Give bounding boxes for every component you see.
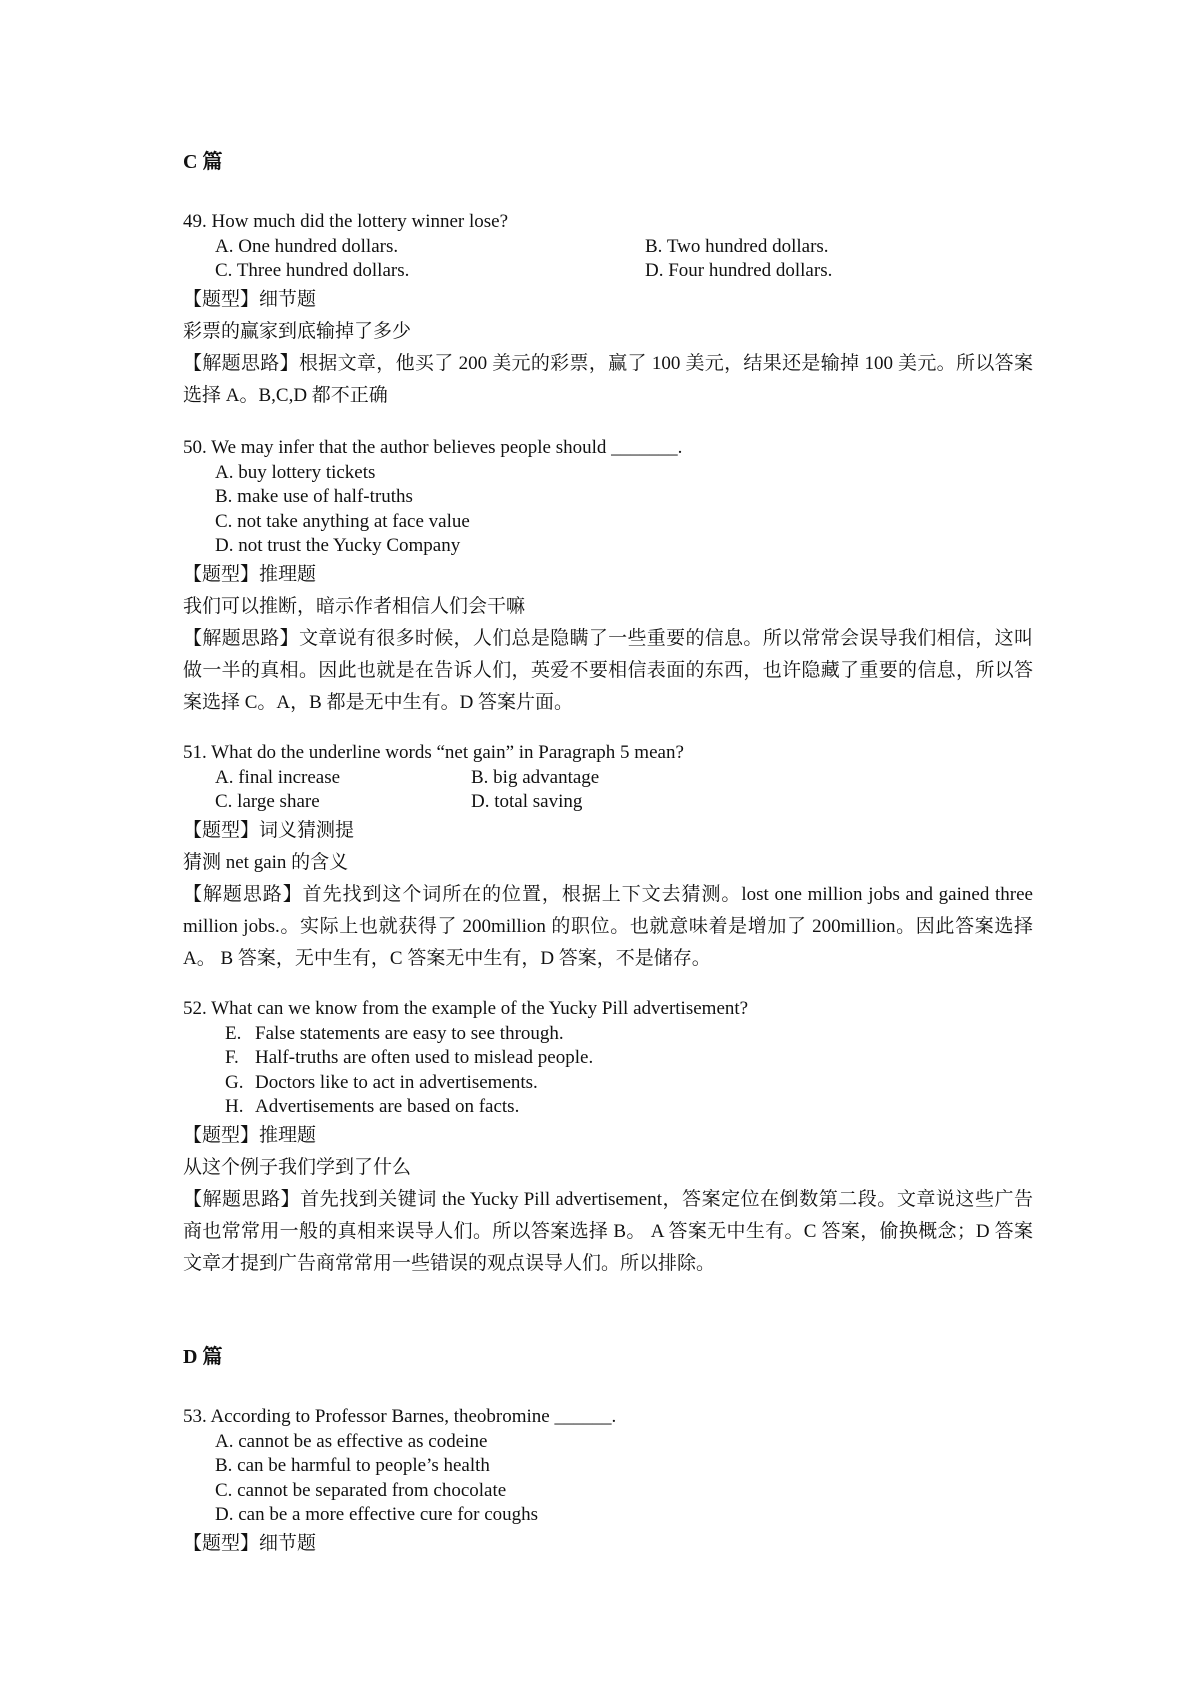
option-text: Doctors like to act in advertisements.	[255, 1071, 538, 1093]
question-gist: 我们可以推断，暗示作者相信人们会干嘛	[183, 595, 526, 617]
option-letter: F.	[225, 1047, 239, 1068]
question-gist: 从这个例子我们学到了什么	[183, 1156, 412, 1178]
answer-analysis: 【解题思路】文章说有很多时候，人们总是隐瞒了一些重要的信息。所以常常会误导我们相信，这叫做一半的真相。因此也就是在告诉人们，英爱不要相信表面的东西，也许隐藏了重要的信息，所以答案选择 C。A，B 都是无中生有。D 答案片面。	[183, 627, 1033, 713]
option-f	[183, 1046, 1033, 1071]
question-type: 【题型】词义猜测提	[183, 819, 355, 841]
options	[183, 461, 1033, 559]
option-a: A. final increase	[215, 766, 341, 788]
question-stem: 53. According to Professor Barnes, theobromine ______.	[183, 1406, 617, 1427]
answer-analysis: 【解题思路】根据文章，他买了 200 美元的彩票，赢了 100 美元，结果还是输掉 100 美元。所以答案选择 A。B,C,D 都不正确	[183, 352, 1033, 406]
option-letter: E.	[225, 1022, 242, 1044]
option-c: C. large share	[215, 791, 320, 812]
option-b: B. big advantage	[471, 766, 600, 788]
question-50	[183, 436, 1033, 719]
option-letter: G.	[225, 1071, 244, 1093]
question-stem: 50. We may infer that the author believes people should _______.	[183, 437, 683, 458]
option-g	[183, 1071, 1033, 1096]
option-d: D. can be a more effective cure for coughs	[215, 1504, 539, 1525]
question-49	[183, 210, 1033, 412]
option-a: A. cannot be as effective as codeine	[215, 1430, 488, 1452]
option-c: C. cannot be separated from chocolate	[215, 1479, 507, 1501]
question-stem: 52. What can we know from the example of the Yucky Pill advertisement?	[183, 998, 749, 1019]
question-type: 【题型】推理题	[183, 1124, 317, 1146]
answer-analysis: 【解题思路】首先找到这个词所在的位置，根据上下文去猜测。lost one million jobs and gained three million jobs.。实际上也就获得了 200million 的职位。也就意味着是增加了 200million。因此答案选择 A。 B 答案，无中生有，C 答案无中生有，D 答案，不是储存。	[183, 883, 1033, 969]
option-a: A. buy lottery tickets	[215, 461, 376, 483]
option-h	[183, 1095, 1033, 1120]
options	[183, 235, 1033, 284]
option-b: B. Two hundred dollars.	[645, 235, 829, 257]
section-heading-d: D 篇	[183, 1346, 223, 1368]
question-gist: 彩票的赢家到底输掉了多少	[183, 320, 412, 342]
question-53	[183, 1405, 1033, 1560]
option-letter: H.	[225, 1096, 244, 1117]
answer-analysis: 【解题思路】首先找到关键词 the Yucky Pill advertisement，答案定位在倒数第二段。文章说这些广告商也常常用一般的真相来误导人们。所以答案选择 B。 A 答案无中生有。C 答案，偷换概念；D 答案文章才提到广告商常常用一些错误的观点误导人们。所以排除。	[183, 1188, 1033, 1274]
question-gist: 猜测 net gain 的含义	[183, 851, 349, 873]
option-d: D. not trust the Yucky Company	[215, 535, 461, 556]
question-type: 【题型】细节题	[183, 1532, 317, 1554]
option-text: Advertisements are based on facts.	[255, 1096, 520, 1117]
option-d: D. Four hundred dollars.	[645, 260, 833, 281]
option-b: B. can be harmful to people’s health	[215, 1455, 490, 1476]
section-heading-c: C 篇	[183, 151, 223, 173]
options	[183, 1022, 1033, 1120]
option-text: False statements are easy to see through.	[255, 1022, 564, 1044]
question-52	[183, 997, 1033, 1280]
options	[183, 1430, 1033, 1528]
question-51	[183, 741, 1033, 975]
question-type: 【题型】细节题	[183, 288, 317, 310]
options	[183, 766, 1033, 815]
option-d: D. total saving	[471, 791, 583, 812]
question-stem: 49. How much did the lottery winner lose?	[183, 211, 509, 232]
option-c: C. Three hundred dollars.	[215, 260, 410, 281]
option-e	[183, 1022, 1033, 1047]
option-a: A. One hundred dollars.	[215, 235, 399, 257]
option-c: C. not take anything at face value	[215, 510, 470, 532]
question-type: 【题型】推理题	[183, 563, 317, 585]
option-b: B. make use of half-truths	[215, 486, 413, 507]
option-text: Half-truths are often used to mislead people.	[255, 1047, 594, 1068]
question-stem: 51. What do the underline words “net gain” in Paragraph 5 mean?	[183, 742, 684, 763]
